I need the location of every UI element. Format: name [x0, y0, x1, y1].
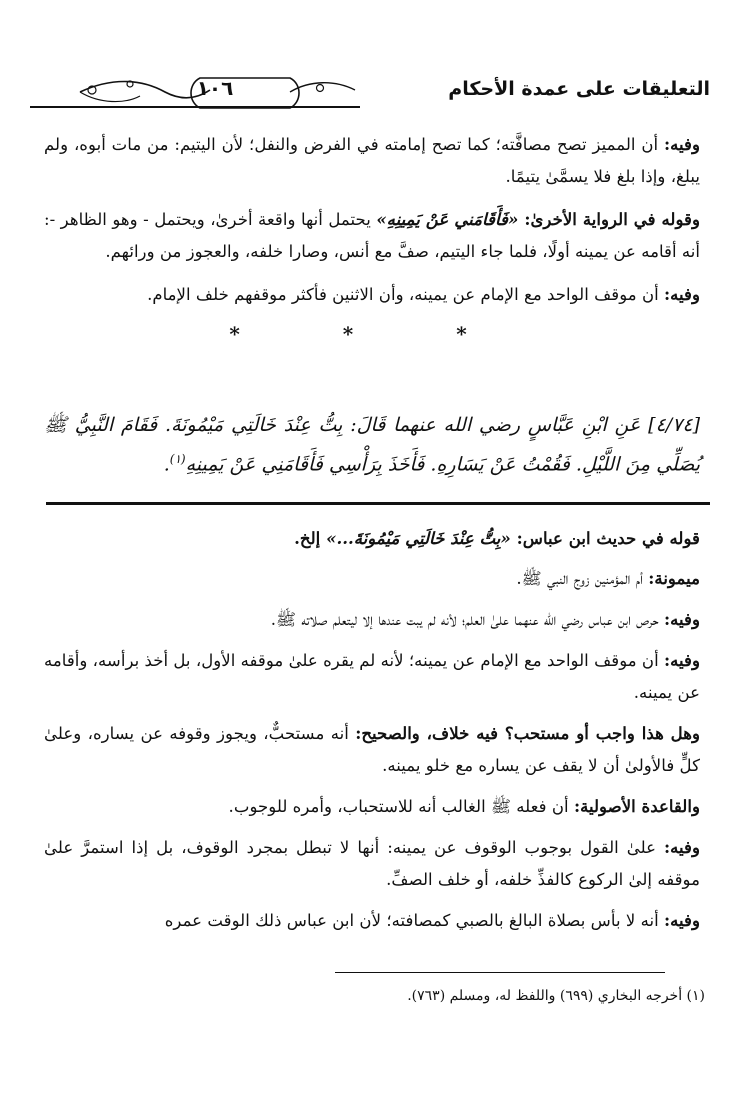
hadith-text: [٤/٧٤] عَنِ ابْنِ عَبَّاسٍ رضي الله عنهما قَالَ: بِتُّ عِنْدَ خَالَتِي مَيْمُونَةَ. فَقَامَ النَّبِيُّ ﷺ يُصَلِّي مِنَ اللَّيْلِ. فَقُمْتُ عَنْ يَسَارِهِ. فَأَخَذَ بِرَأْسِي فَأَقَامَنِي عَنْ يَمِينِهِ$^{(١)}$. [44, 414, 700, 476]
paragraph-text: أنه لا بأس بصلاة البالغ بالصبي كمصافته؛ لأن ابن عباس ذلك الوقت عمره [164, 911, 665, 930]
footnote-marker: (١) [169, 452, 186, 466]
paragraph [44, 790, 700, 823]
paragraph-text: أم المؤمنين زوج النبي ﷺ. [516, 569, 649, 588]
paragraph [44, 644, 700, 709]
running-title: التعليقات على عمدة الأحكام [448, 78, 710, 100]
paragraph-text: أن فعله ﷺ الغالب أنه للاستحباب، وأمره للوجوب. [228, 797, 574, 816]
paragraph-text: حرص ابن عباس رضي الله عنهما علىٰ العلم؛ لأنه لم يبت عندها إلا ليتعلم صلاته ﷺ. [270, 610, 665, 629]
paragraph-text: إلخ. [294, 528, 327, 548]
hadith-body: عَنِ ابْنِ عَبَّاسٍ رضي الله عنهما قَالَ: بِتُّ عِنْدَ خَالَتِي مَيْمُونَةَ. فَقَامَ النَّبِيُّ ﷺ يُصَلِّي مِنَ اللَّيْلِ. فَقُمْتُ عَنْ يَسَارِهِ. فَأَخَذَ بِرَأْسِي فَأَقَامَنِي عَنْ يَمِينِهِ [44, 414, 700, 476]
paragraph-text: أن المميز تصح مصافَّته؛ كما تصح إمامته في الفرض والنفل؛ لأن اليتيم: من مات أبوه، ولم يبلغ، وإذا بلغ فلا يسمَّىٰ يتيمًا. [44, 135, 700, 186]
footnote: (١) أخرجه البخاري (٦٩٩) واللفظ له، ومسلم (٧٦٣). [407, 988, 705, 1004]
paragraph-lead: وفيه: [664, 134, 700, 154]
header-rule [30, 106, 360, 108]
paragraph [44, 831, 700, 896]
commentary-lower [44, 522, 700, 945]
paragraph-lead: وقوله في الرواية الأخرىٰ: [524, 209, 700, 229]
paragraph-lead: وفيه: [664, 609, 700, 629]
paragraph-text: أن موقف الواحد مع الإمام عن يمينه؛ لأنه لم يقره علىٰ موقفه الأول، بل أخذ برأسه، وأقامه عن يمينه. [44, 651, 700, 702]
paragraph [44, 203, 700, 268]
paragraph-lead: قوله في حديث ابن عباس: [516, 528, 700, 548]
paragraph [44, 278, 700, 311]
paragraph-text: أنه مستحبٌّ، ويجوز وقوفه عن يساره، وعلىٰ كلٍّ فالأولىٰ أن لا يقف عن يساره مع خلو يمينه. [44, 724, 700, 775]
paragraph-lead: ميمونة: [648, 568, 700, 588]
paragraph [44, 522, 700, 554]
paragraph [44, 717, 700, 782]
paragraph-lead: وفيه: [664, 837, 700, 857]
footnote-rule [335, 972, 665, 973]
quoted-text: «فَأَقَامَني عَنْ يَمِينِهِ» [376, 209, 525, 229]
paragraph-text: علىٰ القول بوجوب الوقوف عن يمينه: أنها لا تبطل بمجرد الوقوف، بل إذا استمرَّ علىٰ موقفه إلىٰ الركوع كالفذِّ خلفه، أو خلف الصفِّ. [44, 838, 700, 889]
hadith-number: [٤/٧٤] [648, 414, 700, 436]
paragraph [44, 128, 700, 193]
paragraph-lead: وفيه: [664, 284, 700, 304]
commentary-upper [44, 128, 700, 353]
quoted-text: «بِتُّ عِنْدَ خَالَتِي مَيْمُونَةَ...» [326, 528, 517, 548]
paragraph-lead: وهل هذا واجب أو مستحب؟ فيه خلاف، والصحيح: [355, 723, 700, 743]
paragraph-lead: وفيه: [664, 650, 700, 670]
paragraph [44, 904, 700, 937]
paragraph [44, 603, 700, 636]
page-number: ١٠٦ [196, 76, 234, 100]
paragraph-lead: وفيه: [664, 910, 700, 930]
section-rule [46, 502, 710, 505]
page-header [30, 70, 710, 114]
section-divider-stars: * * * [229, 322, 515, 346]
paragraph [44, 562, 700, 595]
paragraph-lead: والقاعدة الأصولية: [573, 796, 700, 816]
paragraph-text: يحتمل أنها واقعة أخرىٰ، ويحتمل - وهو الظاهر -: أنه أقامه عن يمينه أولًا، فلما جاء اليتيم، صفَّ مع أنس، وصارا خلفه، والعجوز من ورائهم. [44, 210, 700, 261]
paragraph-text: أن موقف الواحد مع الإمام عن يمينه، وأن الاثنين فأكثر موقفهم خلف الإمام. [147, 285, 665, 304]
